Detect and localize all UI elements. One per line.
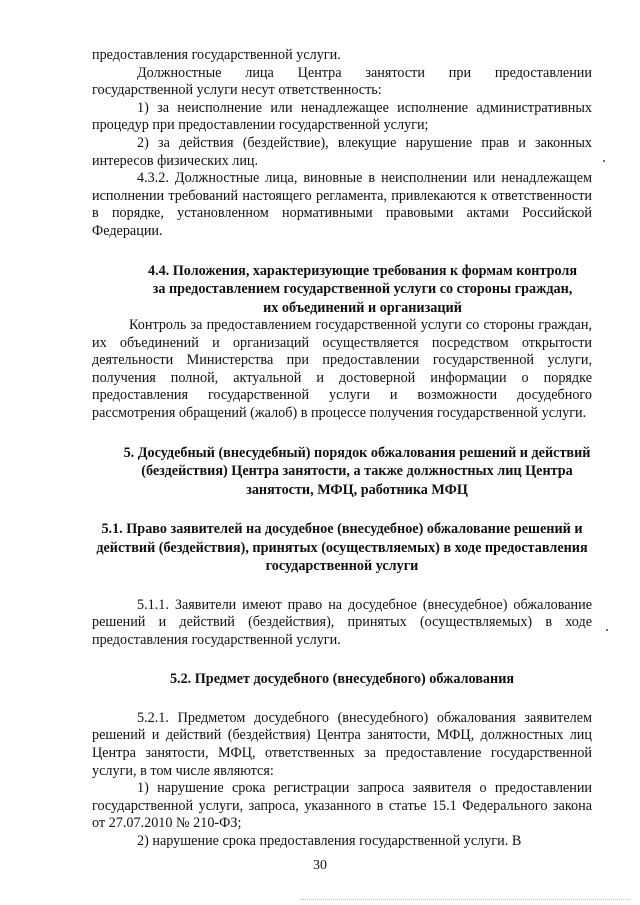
list-item-violation-2: 2) нарушение срока предоставления государственной услуги. В [137,833,522,850]
scan-speck [606,629,608,631]
paragraph-control: Контроль за предоставлением государственной услуги со стороны граждан, их объединений и организаций осуществляется посредством открытости деятельности Министерства при предоставлении государственной услуги, получения полной, актуальной и достоверной информации о порядке предоставления государственной услуги и возможности досудебного рассмотрения обращений (жалоб) в процессе получения государственной услуги. [92,317,592,421]
document-body [92,47,592,851]
list-item-violation-1: 1) нарушение срока регистрации запроса заявителя о предоставлении государственной услуги, запроса, указанного в статье 15.1 Федерального закона от 27.07.2010 № 210-ФЗ; [92,780,592,832]
paragraph-4-3-2: 4.3.2. Должностные лица, виновные в неисполнении или ненадлежащем исполнении требований настоящего регламента, привлекаются к ответственности в порядке, установленном нормативными правовыми актами Российской Федерации. [92,170,592,239]
section-heading-5: 5. Досудебный (внесудебный) порядок обжалования решений и действий (бездействия) Центра занятости, а также должностных лиц Центра занятости, МФЦ, работника МФЦ [123,444,591,498]
paragraph-5-1-1: 5.1.1. Заявители имеют право на досудебное (внесудебное) обжалование решений и действий (бездействия), принятых (осуществляемых) в ходе предоставления государственной услуги. [92,596,592,648]
paragraph-5-2-1: 5.2.1. Предметом досудебного (внесудебного) обжалования заявителем решений и действий (бездействия) Центра занятости, МФЦ, должностных лиц Центра занятости, МФЦ, ответственных за предоставление государственной услуги, в том числе являются: [92,709,592,779]
list-item-1: 1) за неисполнение или ненадлежащее исполнение административных процедур при предоставлении государственной услуги; [92,99,592,134]
section-heading-4-4: 4.4. Положения, характеризующие требования к формам контроля за предоставлением государственной услуги со стороны граждан, их объединений и организаций [147,262,578,316]
paragraph-responsibility: Должностные лица Центра занятости при предоставлении государственной услуги несут ответственность: [92,64,592,99]
scan-speck [603,160,605,162]
page-number: 30 [313,858,327,873]
section-heading-5-2: 5.2. Предмет досудебного (внесудебного) обжалования [169,671,515,688]
section-heading-5-1: 5.1. Право заявителей на досудебное (внесудебное) обжалование решений и действий (бездействия), принятых (осуществляемых) в ходе предоставления государственной услуги [96,521,588,575]
paragraph-continuation: предоставления государственной услуги. [92,47,341,63]
bottom-rule [300,899,630,900]
list-item-2: 2) за действия (бездействие), влекущие нарушение прав и законных интересов физических лиц. [92,134,592,169]
